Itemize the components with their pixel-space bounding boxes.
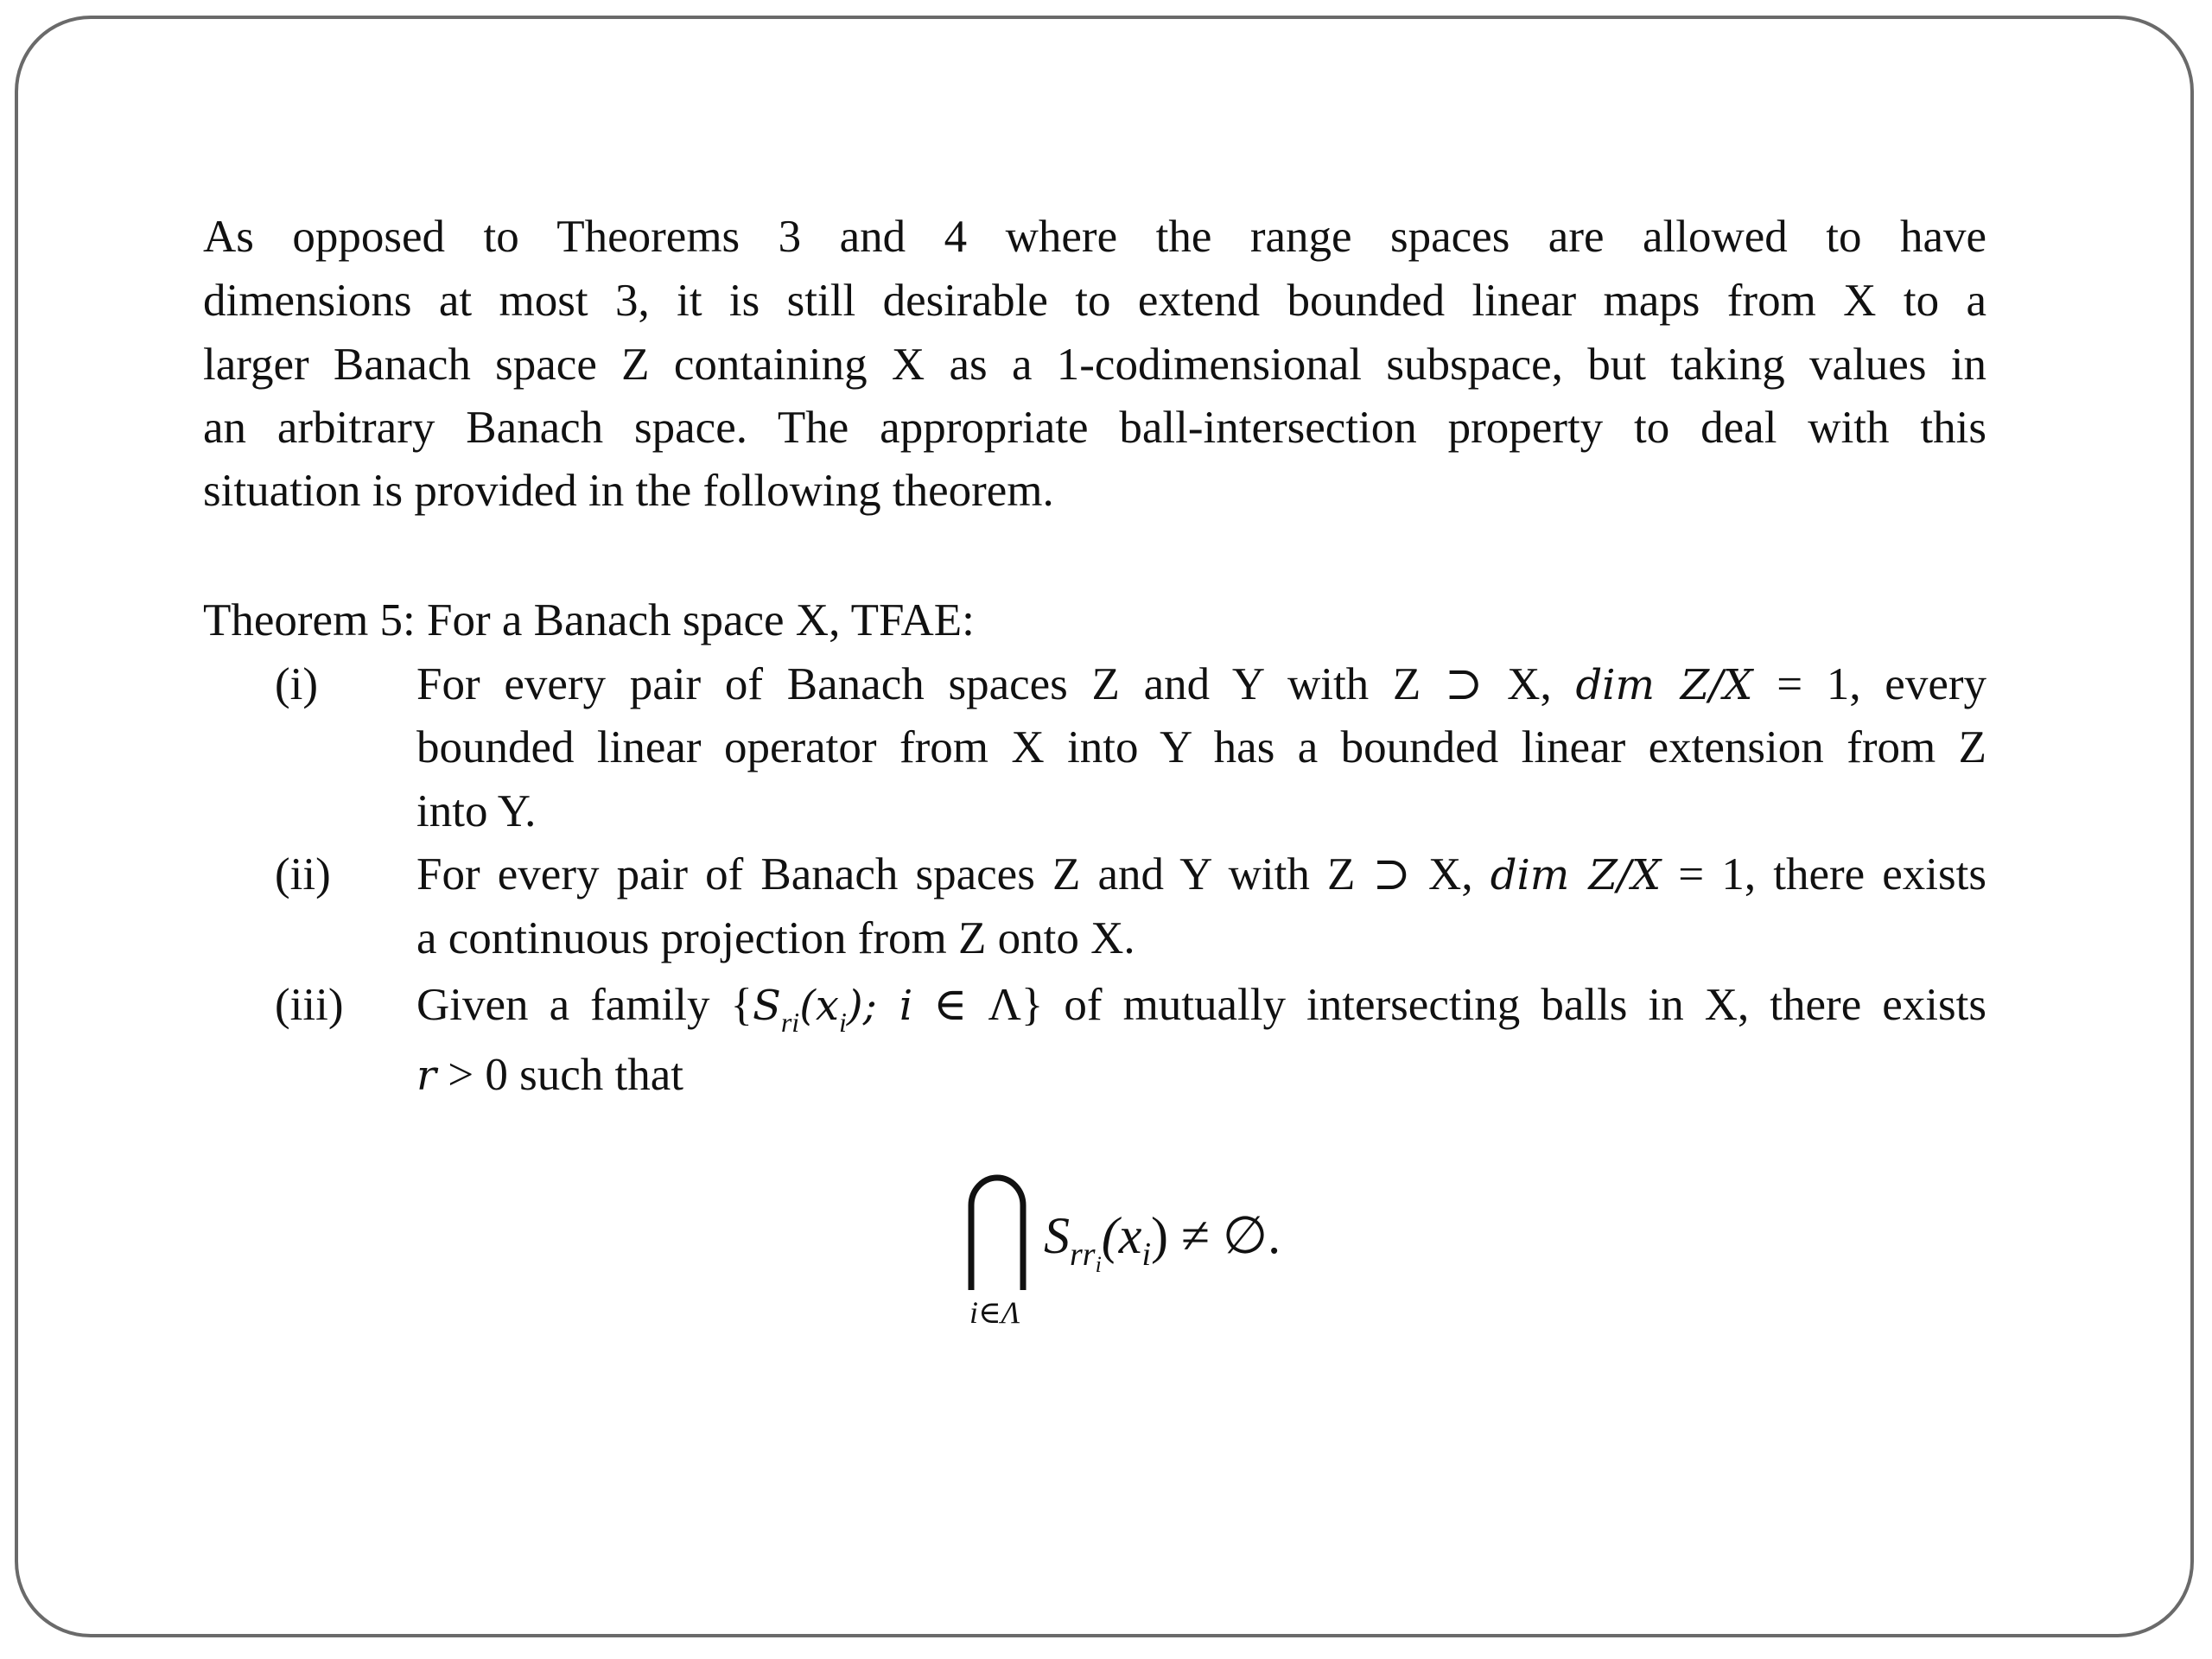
- formula-arg-sub: i: [1141, 1236, 1151, 1273]
- formula-base: S: [1044, 1207, 1070, 1264]
- formula-arg: (x: [1101, 1207, 1142, 1264]
- math-segment: S: [752, 982, 781, 1030]
- item-label: (ii): [275, 849, 331, 899]
- big-intersection-symbol: [966, 1171, 1028, 1290]
- theorem-heading: Theorem 5: For a Banach space X, TFAE:: [203, 595, 975, 645]
- intersection-formula: [966, 1171, 1398, 1344]
- intersection-index: i∈Λ: [969, 1295, 1020, 1330]
- paragraph-line: [203, 270, 1986, 333]
- formula-expression: [1044, 1205, 1281, 1278]
- item-line: [416, 974, 1986, 1037]
- text-segment: a continuous projection from Z onto X.: [416, 913, 1135, 963]
- paragraph-line: [203, 206, 1986, 269]
- item-line: [416, 843, 1986, 906]
- text-segment: = 1, every: [1752, 659, 1987, 709]
- text-segment: dimensions at most 3, it is still desirable to extend bounded linear maps from X to a: [203, 276, 1986, 326]
- math-subscript: i: [838, 1007, 847, 1038]
- text-segment: As opposed to Theorems 3 and 4 where the range spaces are allowed to have: [203, 212, 1986, 262]
- text-segment: = 1, there exists: [1661, 849, 1987, 899]
- math-segment: ); i: [846, 982, 913, 1030]
- text-segment: an arbitrary Banach space. The appropriate ball-intersection property to deal with this: [203, 403, 1986, 453]
- text-segment: situation is provided in the following theorem.: [203, 466, 1054, 516]
- item-label: (iii): [275, 980, 344, 1030]
- formula-tail: ) ≠ ∅.: [1151, 1207, 1281, 1264]
- paragraph-line: [203, 397, 1986, 460]
- math-subscript: i: [791, 1007, 800, 1038]
- text-segment: > 0 such that: [435, 1050, 683, 1100]
- math-segment: r: [416, 1052, 436, 1100]
- text-segment: larger Banach space Z containing X as a 1-codimensional subspace, but taking values in: [203, 340, 1986, 390]
- math-subscript: r: [780, 1007, 792, 1038]
- math-segment: (x: [799, 982, 839, 1030]
- text-segment: Given a family {: [416, 980, 753, 1030]
- formula-subsubscript: i: [1095, 1252, 1102, 1277]
- paragraph-line: [203, 334, 1986, 397]
- math-segment: dim Z/X: [1490, 851, 1662, 899]
- text-segment: For every pair of Banach spaces Z and Y with Z ⊃ X,: [416, 659, 1576, 709]
- math-segment: dim Z/X: [1575, 661, 1753, 709]
- formula-subscript: rr: [1070, 1236, 1096, 1273]
- text-segment: into Y.: [416, 786, 537, 836]
- text-segment: bounded linear operator from X into Y has a bounded linear extension from Z: [416, 722, 1986, 772]
- text-segment: ∈ Λ} of mutually intersecting balls in X, there exists: [912, 980, 1986, 1030]
- item-line: [416, 907, 1986, 970]
- item-label: (i): [275, 659, 319, 709]
- item-line: [416, 653, 1986, 716]
- paragraph-line: [203, 460, 1986, 523]
- item-line: [416, 716, 1986, 779]
- text-segment: For every pair of Banach spaces Z and Y with Z ⊃ X,: [416, 849, 1491, 899]
- item-line: [416, 780, 1986, 843]
- item-line: [416, 1044, 1986, 1107]
